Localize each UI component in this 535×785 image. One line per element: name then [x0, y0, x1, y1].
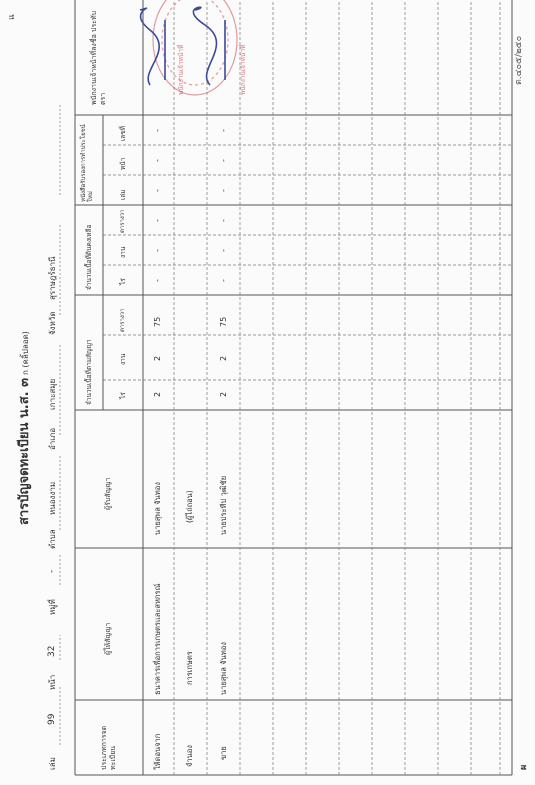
- page-label: หน้า: [48, 674, 57, 690]
- row-type: ให้ดอนจาก: [153, 733, 162, 770]
- row-doc-volume: -: [153, 189, 162, 192]
- subdistrict-value: หนองงาม: [48, 481, 57, 515]
- district-label: อำเภอ: [48, 427, 57, 450]
- row-grantor: การเกษตร: [185, 651, 194, 685]
- row-rem-ngan: -: [153, 249, 162, 252]
- row-doc-no: -: [219, 129, 228, 132]
- row-doc-no: -: [153, 129, 162, 132]
- row-doc-page: -: [219, 159, 228, 162]
- row-ngan: 2: [219, 355, 228, 361]
- subdistrict-label: ตำบล: [48, 529, 57, 549]
- row-rem-rai: -: [153, 279, 162, 282]
- subheader-rem-wa: ตารางวา: [119, 209, 126, 233]
- subheader-doc-no: เลขที่: [119, 126, 127, 141]
- subheader-ngan: งาน: [119, 353, 127, 365]
- column-header-grantee: ผู้รับสัญญา: [104, 477, 112, 510]
- subheader-wa: ตารางวา: [119, 308, 126, 332]
- row-type: จำนอง: [185, 745, 194, 767]
- row-wa: 75: [153, 316, 162, 327]
- subheader-doc-volume: เล่ม: [119, 189, 127, 200]
- column-header-officer: พนักงานเจ้าหน้าที่ลงชื่อ ประทับตรา: [90, 10, 108, 105]
- corner-label: แ: [7, 14, 17, 20]
- row-rem-wa: -: [219, 219, 228, 222]
- page-value: 32: [47, 645, 57, 657]
- column-header-new-doc: หนังสือรับรองการทำประโยชน์ใหม่: [80, 124, 95, 202]
- row-grantee: นายประทีป วุฒิชัย: [219, 475, 228, 535]
- page-title: สารบัญจดทะเบียน น.ส. ๓: [17, 378, 32, 525]
- row-rai: 2: [153, 391, 162, 397]
- row-doc-page: -: [153, 159, 162, 162]
- province-value: สุราษฎร์ธานี: [48, 256, 57, 300]
- row-grantor: นายสุพล จันทอง: [219, 642, 228, 695]
- village-label: หมู่ที่: [48, 599, 57, 615]
- row-rem-rai: -: [219, 279, 228, 282]
- stamp-caption-2: พนักงานเจ้าหน้าที่: [239, 44, 247, 95]
- column-header-type: ประเภทการจดทะเบียน: [100, 725, 118, 770]
- row-rem-ngan: -: [219, 249, 228, 252]
- column-header-grantor: ผู้ให้สัญญา: [104, 622, 112, 655]
- row-rai: 2: [219, 391, 228, 397]
- province-label: จังหวัด: [48, 311, 57, 335]
- document-number: ต.๔๐๕/๒๕๐: [514, 35, 524, 85]
- book-label: เล่ม: [48, 757, 57, 770]
- subheader-rai: ไร่: [119, 392, 127, 399]
- column-header-area-contract: จำนวนเนื้อที่ตามสัญญา: [85, 339, 93, 405]
- subheader-rem-rai: ไร่: [119, 278, 127, 285]
- book-value: 99: [47, 713, 57, 725]
- margin-mark: ผ: [519, 764, 529, 770]
- row-grantor: ธนาคารเพื่อการเกษตรและสหกรณ์: [153, 583, 162, 695]
- page-title-suffix: ก (คลิ้ปลอด): [21, 331, 30, 375]
- subheader-doc-page: หน้า: [119, 157, 127, 170]
- district-value: เกาะสมุย: [48, 378, 57, 410]
- row-rem-wa: -: [153, 219, 162, 222]
- stamp-caption: พนักงานเจ้าหน้าที่: [177, 44, 185, 95]
- village-value: -: [47, 569, 57, 573]
- row-doc-volume: -: [219, 189, 228, 192]
- subheader-rem-ngan: งาน: [119, 246, 127, 258]
- row-type: ขาย: [219, 746, 228, 760]
- row-wa: 75: [219, 316, 228, 327]
- row-grantee: นายสุพล จันทอง: [153, 482, 162, 535]
- row-ngan: 2: [153, 355, 162, 361]
- row-grantee: (ผู้ไถ่ถอน): [185, 490, 194, 523]
- column-header-area-remaining: จำนวนเนื้อที่ดินคงเหลือ: [85, 224, 93, 290]
